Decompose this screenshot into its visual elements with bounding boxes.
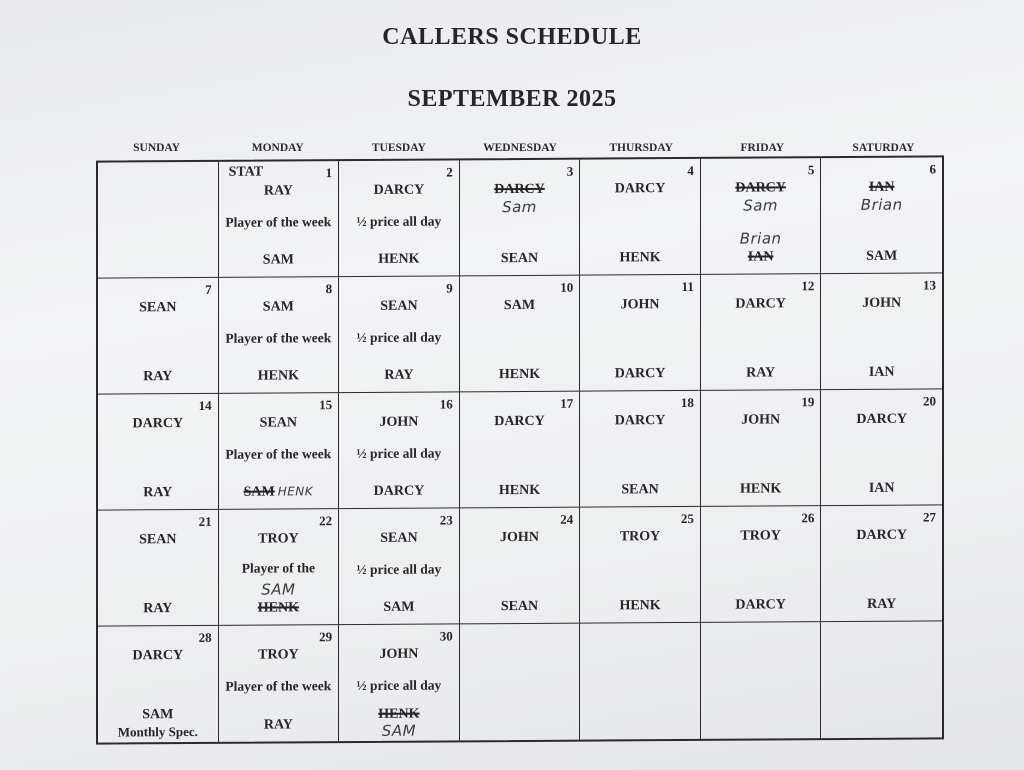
day-number: 27: [922, 509, 936, 525]
bottom-caller-name: HENK: [378, 706, 420, 722]
day-number: 30: [439, 628, 453, 644]
day-number: 11: [681, 278, 694, 295]
bottom-caller-name: RAY: [746, 365, 776, 381]
day-cell-15: [219, 393, 340, 510]
bottom-caller: [821, 595, 942, 613]
day-cell-26: [701, 506, 822, 623]
top-caller-name: SAM: [503, 297, 536, 314]
bottom-caller-name: DARCY: [373, 483, 425, 499]
day-cell-14: [98, 394, 219, 511]
weekday-monday: MONDAY: [251, 142, 304, 154]
top-caller: [460, 298, 580, 315]
bottom-caller: [580, 249, 700, 267]
bottom-caller-name: SAM: [383, 599, 415, 615]
bottom-caller-name: HENK: [498, 366, 541, 383]
day-cell-28: [98, 626, 219, 743]
bottom-caller-name: HENK: [498, 482, 541, 499]
day-cell-24: [460, 508, 581, 625]
day-cell-2: [339, 160, 460, 277]
event-note: ½ price all day: [356, 329, 442, 345]
day-number: 1: [325, 165, 333, 181]
weekday-saturday: SATURDAY: [852, 142, 915, 154]
top-caller-name: TROY: [258, 647, 299, 663]
day-cell-10: [460, 276, 581, 393]
weekday-wednesday: WEDNESDAY: [483, 142, 557, 154]
day-cell-19: [701, 390, 822, 507]
top-caller: [98, 648, 218, 665]
top-caller: [580, 529, 700, 546]
day-cell-5: [701, 158, 822, 275]
bottom-caller: [821, 247, 942, 265]
event-note: Player of the: [241, 560, 315, 576]
bottom-caller-name: SAM: [866, 248, 898, 264]
bottom-caller: [460, 366, 580, 384]
bottom-caller: [460, 250, 580, 268]
day-number: 20: [922, 393, 936, 409]
weekday-friday: FRIDAY: [740, 142, 785, 154]
empty-day-cell: [98, 162, 219, 279]
top-caller-name: DARCY: [132, 416, 184, 432]
top-caller: [821, 527, 942, 544]
weekday-sunday: SUNDAY: [133, 142, 180, 154]
top-caller: [701, 296, 821, 313]
day-cell-6: [821, 157, 942, 274]
bottom-caller-name: HENK: [740, 481, 782, 497]
top-caller: [219, 183, 339, 200]
event-note: ½ price all day: [356, 677, 442, 693]
event-note: ½ price all day: [356, 445, 442, 461]
bottom-caller-name: IAN: [868, 364, 895, 380]
top-caller: [339, 646, 459, 663]
bottom-caller-name: IAN: [747, 249, 774, 265]
day-number: 24: [560, 511, 574, 527]
day-number: 22: [319, 513, 333, 529]
top-caller-name: SEAN: [259, 415, 298, 431]
day-cell-7: [98, 278, 219, 395]
bottom-caller: [701, 230, 821, 266]
bottom-caller-name: HENK: [257, 368, 299, 384]
top-caller: [219, 299, 339, 316]
top-caller-name: DARCY: [373, 182, 425, 198]
bottom-caller: [821, 479, 942, 497]
bottom-caller: [580, 597, 700, 615]
bottom-caller-name: SAM: [142, 707, 174, 723]
day-number: 17: [560, 395, 574, 411]
bottom-caller-name: DARCY: [735, 597, 786, 613]
day-number: 14: [198, 397, 212, 413]
bottom-caller-name: HENK: [257, 600, 299, 616]
bottom-caller-name: RAY: [867, 596, 897, 612]
bottom-caller: [219, 581, 339, 617]
bottom-caller-name: SEAN: [621, 482, 659, 498]
event-note: ½ price all day: [356, 561, 442, 577]
bottom-caller: [219, 716, 339, 734]
top-caller-name: SEAN: [139, 300, 177, 316]
day-number: 4: [687, 162, 694, 178]
bottom-caller: [580, 481, 700, 499]
top-caller: [580, 181, 700, 198]
top-caller-name: RAY: [263, 183, 293, 199]
bottom-caller-name: SEAN: [500, 598, 539, 615]
top-caller-name: JOHN: [500, 529, 539, 546]
bottom-caller: [701, 480, 821, 498]
top-caller: [339, 414, 459, 431]
bottom-caller: [219, 483, 339, 501]
event-note: ½ price all day: [356, 213, 442, 229]
day-cell-25: [580, 507, 701, 624]
top-caller-name: JOHN: [379, 414, 419, 430]
stat-label: STAT: [228, 164, 264, 180]
bottom-caller-name: RAY: [143, 485, 173, 501]
top-caller: [219, 647, 339, 664]
handwritten-replacement: Brian: [739, 229, 782, 248]
top-caller-name: DARCY: [614, 181, 666, 197]
top-caller-name: DARCY: [494, 181, 545, 198]
day-number: 28: [198, 629, 212, 645]
top-caller: [98, 532, 218, 549]
top-caller-name: JOHN: [862, 295, 902, 311]
event-note: Player of the week: [225, 446, 332, 462]
top-caller: [701, 528, 821, 545]
top-caller: [580, 413, 700, 430]
bottom-caller-name: RAY: [384, 367, 414, 383]
bottom-caller-name: SAM: [243, 484, 275, 500]
top-caller-name: DARCY: [735, 180, 786, 196]
top-caller: [821, 179, 942, 215]
bottom-caller: [98, 600, 218, 618]
day-cell-22: [219, 509, 340, 626]
bottom-caller-name: SAM: [262, 252, 294, 268]
top-caller-name: SEAN: [380, 530, 418, 546]
special-note: Monthly Spec.: [117, 723, 198, 740]
day-number: 21: [198, 513, 212, 529]
bottom-caller-name: RAY: [143, 369, 173, 385]
bottom-caller: [339, 705, 459, 741]
bottom-caller: [339, 482, 459, 500]
day-cell-4: [580, 159, 701, 276]
calendar-grid: [96, 155, 944, 744]
top-caller: [98, 300, 218, 317]
day-number: 25: [680, 510, 694, 527]
top-caller: [98, 416, 218, 433]
day-cell-17: [460, 392, 581, 509]
bottom-caller: [98, 484, 218, 502]
top-caller: [821, 295, 942, 312]
day-cell-30: [339, 624, 460, 741]
bottom-caller: [580, 365, 700, 383]
top-caller-name: JOHN: [379, 646, 419, 662]
day-cell-3: [460, 160, 581, 277]
handwritten-replacement: Brian: [860, 195, 903, 214]
bottom-caller: [219, 367, 339, 385]
empty-day-cell: [460, 624, 581, 741]
top-caller-name: JOHN: [741, 412, 781, 428]
top-caller: [339, 182, 459, 199]
day-cell-13: [821, 273, 942, 390]
bottom-caller: [460, 482, 580, 500]
empty-day-cell: [701, 622, 822, 739]
day-number: 7: [205, 281, 212, 297]
top-caller-name: TROY: [619, 529, 661, 545]
bottom-caller-name: SEAN: [500, 250, 539, 267]
bottom-caller: [701, 596, 821, 614]
top-caller-name: TROY: [258, 531, 299, 547]
handwritten-replacement: SAM: [381, 721, 417, 740]
day-cell-18: [580, 391, 701, 508]
day-number: 10: [560, 279, 574, 295]
bottom-caller: [339, 366, 459, 384]
day-cell-11: [580, 275, 701, 392]
month-title: SEPTEMBER 2025: [407, 86, 617, 112]
top-caller-name: DARCY: [735, 296, 786, 312]
bottom-caller: [821, 363, 942, 381]
day-cell-1: [219, 161, 340, 278]
top-caller: [460, 182, 580, 218]
bottom-caller-name: IAN: [868, 480, 895, 496]
bottom-caller: [701, 364, 821, 382]
day-number: 6: [929, 161, 936, 177]
day-number: 5: [807, 162, 815, 178]
bottom-caller: [98, 368, 218, 386]
day-cell-27: [821, 505, 942, 622]
bottom-caller-name: DARCY: [614, 366, 666, 382]
day-cell-21: [98, 510, 219, 627]
event-note: Player of the week: [225, 678, 332, 694]
top-caller-name: DARCY: [856, 527, 907, 543]
day-number: 8: [325, 281, 333, 297]
top-caller: [580, 297, 700, 314]
top-caller: [339, 530, 459, 547]
day-cell-29: [219, 625, 340, 742]
event-note: Player of the week: [225, 330, 332, 346]
top-caller: [460, 530, 580, 547]
top-caller-name: SEAN: [380, 298, 418, 314]
day-number: 12: [801, 278, 815, 294]
day-number: 16: [439, 396, 453, 412]
day-cell-9: [339, 276, 460, 393]
top-caller-name: DARCY: [614, 413, 666, 429]
empty-day-cell: [821, 621, 942, 738]
weekday-header-row: [96, 142, 944, 154]
day-number: 18: [680, 394, 694, 411]
handwritten-replacement: Sam: [502, 197, 537, 217]
top-caller-name: TROY: [740, 528, 781, 544]
bottom-caller-name: RAY: [143, 601, 173, 617]
top-caller: [219, 531, 339, 548]
day-number: 15: [319, 397, 333, 413]
top-caller: [219, 415, 339, 432]
day-cell-8: [219, 277, 340, 394]
top-caller: [460, 414, 580, 431]
bottom-caller: [219, 251, 339, 269]
day-cell-20: [821, 389, 942, 506]
top-caller: [821, 411, 942, 428]
bottom-caller-name: HENK: [619, 598, 661, 614]
day-cell-23: [339, 508, 460, 625]
day-number: 2: [446, 164, 453, 180]
page-title: CALLERS SCHEDULE: [382, 24, 642, 50]
day-cell-12: [701, 274, 822, 391]
bottom-caller-name: HENK: [378, 251, 420, 267]
bottom-caller-name: HENK: [619, 250, 661, 266]
top-caller: [339, 298, 459, 315]
day-number: 13: [922, 277, 936, 293]
day-number: 26: [801, 510, 815, 526]
weekday-tuesday: TUESDAY: [371, 142, 426, 154]
weekday-thursday: THURSDAY: [609, 142, 673, 154]
top-caller-name: SEAN: [139, 532, 177, 548]
day-number: 9: [446, 280, 453, 296]
top-caller-name: IAN: [868, 179, 895, 195]
empty-day-cell: [580, 623, 701, 740]
handwritten-replacement: HENK: [277, 484, 314, 499]
day-cell-16: [339, 392, 460, 509]
top-caller-name: DARCY: [132, 648, 184, 664]
bottom-caller: [339, 598, 459, 616]
bottom-caller-name: RAY: [263, 717, 293, 733]
event-note: Player of the week: [225, 214, 332, 230]
bottom-caller: [98, 706, 218, 741]
top-caller-name: SAM: [262, 299, 294, 315]
top-caller-name: DARCY: [494, 413, 545, 430]
day-number: 23: [439, 512, 453, 528]
day-number: 3: [566, 163, 574, 179]
top-caller-name: DARCY: [856, 411, 907, 427]
bottom-caller: [339, 250, 459, 268]
handwritten-replacement: Sam: [743, 196, 779, 215]
day-number: 29: [319, 629, 333, 645]
top-caller-name: JOHN: [620, 297, 660, 313]
top-caller: [701, 412, 821, 429]
day-number: 19: [801, 394, 815, 410]
top-caller: [701, 180, 821, 216]
handwritten-replacement: SAM: [261, 580, 296, 599]
bottom-caller: [460, 598, 580, 616]
